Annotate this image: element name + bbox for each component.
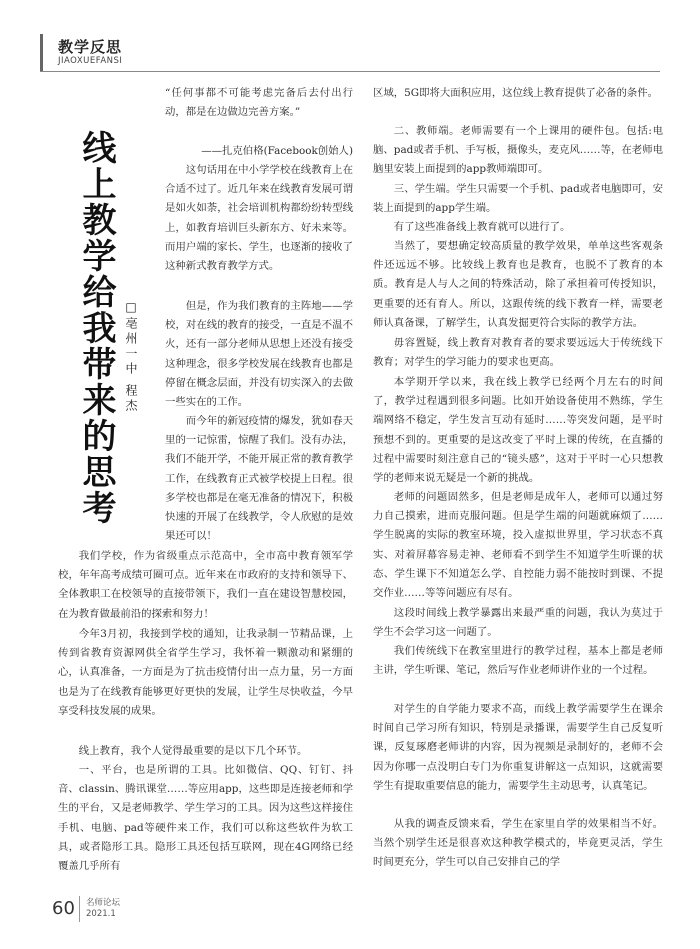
paragraph: 有了这些准备线上教育就可以进行了。: [393, 221, 571, 233]
epigraph-quote: “任何事都不可能考虑完备后去付出行动，都是在边做边完善方案。”: [165, 87, 353, 119]
paragraph: 对学生的自学能力要求不高，而线上教学需要学生在课余时间自己学习所有知识，特别是录播课，需要学生自己反复听课，反复琢磨老师讲的内容，因为视频是录制好的，老师不会因为你哪一点没明白专门为你重复讲解这一点知识，这就需要学生有提取重要信息的能力，需要学生主动思考，认真笔记。: [373, 703, 663, 792]
magazine-name: 名师论坛: [86, 898, 121, 908]
epigraph-source: ——扎克伯格(Facebook创始人): [201, 145, 353, 157]
paragraph: 我们学校，作为省级重点示范高中，全市高中教育领军学校，年年高考成绩可圈可点。近年来在市政府的支持和领导下、全体教职工在校领导的直接带领下，我们一直在建设智慧校园，在为教育做最前沿的探索和努力！: [58, 550, 353, 620]
paragraph: 二、教师端。老师需要有一个上课用的硬件包。包括:电脑、pad或者手机、手写板，摄像头，麦克风……等，在老师电脑里安装上面提到的app教师端即可。: [373, 125, 663, 176]
paragraph: 一、平台，也是所谓的工具。比如微信、QQ、钉钉、抖音、classin、腾讯课堂……等应用app，这些即是连接老师和学生的平台，又是老师教学、学生学习的工具。因为这些这样接住手机、电脑、pad等硬件来工作，我们可以称这些软件为软工具，或者隐形工具。隐形工具还包括互联网，现在4G网络已经覆盖几乎所有: [58, 764, 353, 873]
page-number: 60: [52, 898, 75, 919]
paragraph: 毋容置疑，线上教育对教育者的要求要远远大于传统线下教育；对学生的学习能力的要求也更高。: [373, 337, 663, 369]
article-author: □亳州一中 程杰: [124, 300, 138, 414]
paragraph: 三、学生端。学生只需要一个手机、pad或者电脑即可，安装上面提到的app学生端。: [373, 183, 663, 215]
paragraph: 今年3月初，我接到学校的通知，让我录制一节精品课，上传到省教育资源网供全省学生学习，我怀着一颗激动和紧绷的心，认真准备，一方面是为了抗击疫情付出一点力量，另一方面也是为了在线教育能够更好更快的发展，让学生尽快收益，今早享受科技发展的成果。: [58, 628, 353, 717]
header-accent-bar: [40, 34, 43, 72]
paragraph: 区域，5G即将大面积应用，这位线上教育提供了必备的条件。: [373, 87, 659, 99]
paragraph: 这段时间线上教学暴露出来最严重的问题，我认为莫过于学生不会学习这一问题了。: [373, 607, 663, 639]
paragraph: 老师的问题固然多，但是老师是成年人，老师可以通过努力自己摸索，进而克服问题。但是学生端的问题就麻烦了……学生脱离的实际的教室环境，投入虚拟世界里，学习状态不真实、对着屏幕容易走神、老师看不到学生不知道学生听课的状态、学生课下不知道怎么学、自控能力弱不能按时到课、不提交作业……等等问题应有尽有。: [373, 491, 663, 600]
paragraph: 本学期开学以来，我在线上教学已经两个月左右的时间了，教学过程遇到很多问题。比如开始设备使用不熟练，学生端网络不稳定，学生发言互动有延时……等突发问题，是平时预想不到的。更重要的是这改变了平时上课的传统，在直播的过程中需要时刻注意自己的“镜头感”，这对于平时一心只想教学的老师来说无疑是一个新的挑战。: [373, 376, 663, 485]
paragraph: 当然了，要想确定较高质量的教学效果，单单这些客观条件还远远不够。比较线上教育也是教育，也脱不了教育的本质。教育是人与人之间的特殊活动，除了承担着可传授知识，更重要的还有育人。所以，这跟传统的线下教育一样，需要老师认真备课，了解学生，认真发掘更符合实际的教学方法。: [373, 240, 663, 329]
issue-date: 2021.1: [86, 909, 116, 919]
paragraph: 这句话用在中小学学校在线教育上在合适不过了。近几年来在线教育发展可谓是如火如荼，社会培训机构都纷纷转型线上，如教育培训巨头新东方、好未来等。而用户端的家长、学生，也逐渐的接收了这种新式教育教学方式。: [165, 164, 353, 273]
section-title-pinyin: JIAOXUEFANSI: [58, 56, 123, 66]
paragraph: 而今年的新冠疫情的爆发，犹如春天里的一记惊雷，惊醒了我们。没有办法，我们不能开学，不能开展正常的教育教学工作，在线教育正式被学校提上日程。很多学校也都是在毫无准备的情况下，积极快速的开展了在线教学，令人欣慰的是效果还可以！: [165, 415, 353, 543]
section-title: 教学反思: [58, 38, 123, 56]
header-divider: [40, 71, 660, 72]
paragraph: 我们传统线下在教室里进行的教学过程，基本上都是老师主讲，学生听课、笔记，然后写作业老师讲作业的一个过程。: [373, 645, 663, 677]
paragraph: 但是，作为我们教育的主阵地——学校，对在线的教育的接受，一直是不温不火，还有一部分老师从思想上还没有接受这种理念，很多学校发展在线教育也都是停留在概念层面，并没有切实深入的去做一些实在的工作。: [165, 300, 353, 409]
article-title: 线上教学给我带来的思考: [76, 130, 116, 526]
paragraph: 线上教育，我个人觉得最重要的是以下几个环节。: [78, 745, 308, 757]
footer-divider: [79, 896, 80, 922]
paragraph: 从我的调查反馈来看，学生在家里自学的效果相当不好。当然个别学生还是很喜欢这种教学模式的，毕竟更灵活，学生时间更充分，学生可以自己安排自己的学: [373, 818, 663, 869]
